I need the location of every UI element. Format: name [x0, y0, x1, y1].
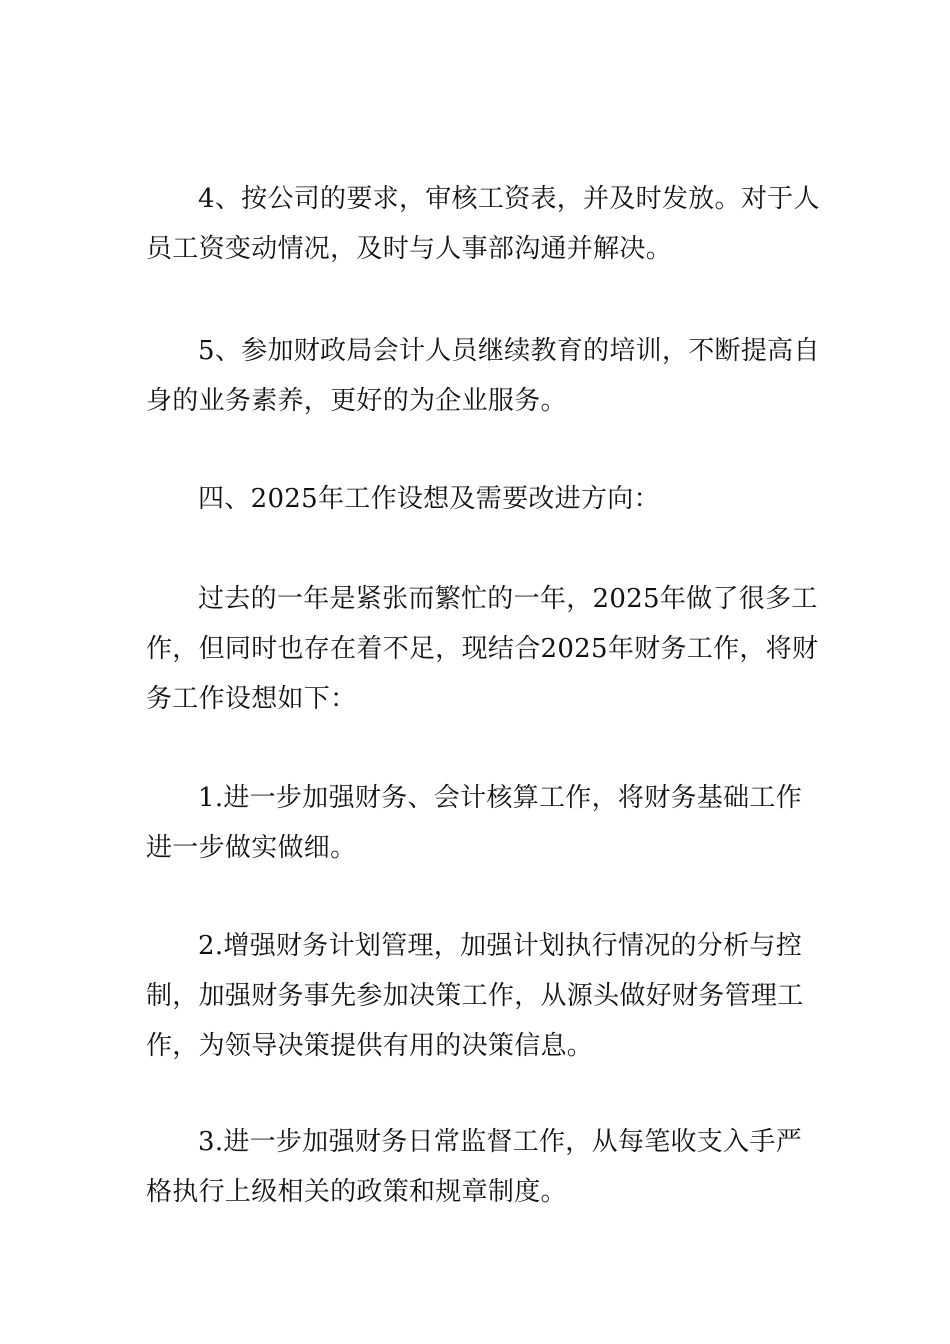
paragraph-line: 5、参加财政局会计人员继续教育的培训，不断提高自 — [198, 336, 820, 366]
paragraph-plan-1 — [146, 773, 810, 873]
paragraph-line: 制，加强财务事先参加决策工作，从源头做好财务管理工 — [146, 981, 804, 1011]
paragraph-intro — [146, 574, 819, 724]
paragraph-line: 2.增强财务计划管理，加强计划执行情况的分析与控 — [198, 931, 803, 961]
paragraph-line: 1.进一步加强财务、会计核算工作，将财务基础工作 — [198, 783, 803, 813]
paragraph-item-4 — [146, 174, 820, 274]
paragraph-line: 务工作设想如下： — [146, 684, 357, 714]
paragraph-line: 格执行上级相关的政策和规章制度。 — [146, 1177, 567, 1207]
paragraph-line: 作，但同时也存在着不足，现结合2025年财务工作，将财 — [146, 634, 819, 664]
section-heading-text: 四、2025年工作设想及需要改进方向： — [198, 484, 660, 514]
paragraph-line: 员工资变动情况，及时与人事部沟通并解决。 — [146, 234, 673, 264]
paragraph-plan-2 — [146, 921, 810, 1071]
paragraph-line: 过去的一年是紧张而繁忙的一年，2025年做了很多工 — [198, 584, 818, 614]
paragraph-item-5 — [146, 326, 820, 426]
paragraph-plan-3 — [146, 1117, 810, 1217]
section-heading — [146, 474, 810, 524]
paragraph-line: 4、按公司的要求，审核工资表，并及时发放。对于人 — [198, 184, 820, 214]
paragraph-line: 3.进一步加强财务日常监督工作，从每笔收支入手严 — [198, 1127, 803, 1157]
paragraph-line: 进一步做实做细。 — [146, 833, 357, 863]
paragraph-line: 作，为领导决策提供有用的决策信息。 — [146, 1031, 594, 1061]
paragraph-line: 身的业务素养，更好的为企业服务。 — [146, 386, 567, 416]
